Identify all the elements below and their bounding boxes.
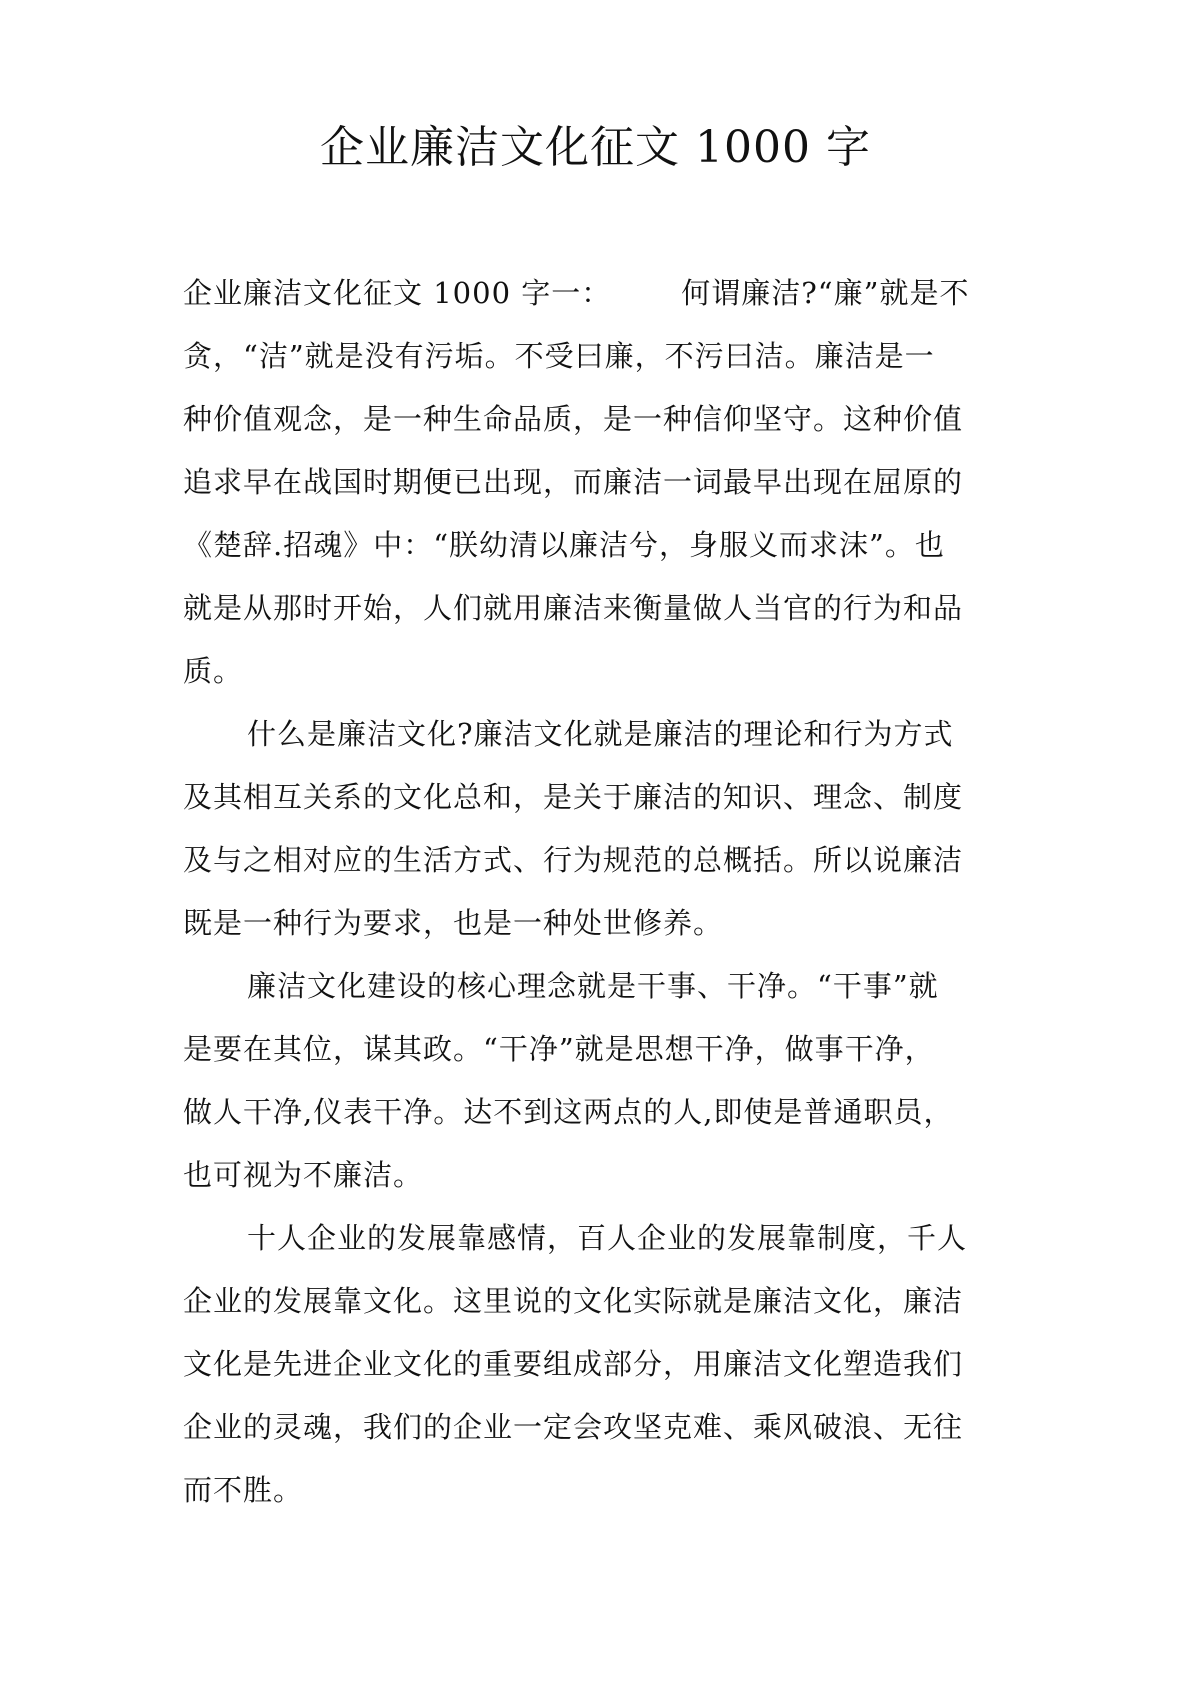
paragraph-line: 也可视为不廉洁。	[183, 1158, 424, 1192]
paragraph-line: 做人干净,仪表干净。达不到这两点的人,即使是普通职员，	[183, 1095, 954, 1129]
paragraph-line: 质。	[183, 654, 244, 688]
paragraph-line: 追求早在战国时期便已出现，而廉洁一词最早出现在屈原的	[183, 465, 964, 499]
paragraph-line: 《楚辞.招魂》中：“朕幼清以廉洁兮，身服义而求沫”。也	[183, 528, 945, 562]
paragraph-line: 既是一种行为要求，也是一种处世修养。	[183, 906, 724, 940]
paragraph-2	[183, 703, 1023, 955]
paragraph-line: 及与之相对应的生活方式、行为规范的总概括。所以说廉洁	[183, 843, 964, 877]
paragraph-line-text: 何谓廉洁?“廉”就是不	[681, 276, 970, 310]
paragraph-line: 什么是廉洁文化?廉洁文化就是廉洁的理论和行为方式	[247, 717, 954, 751]
paragraph-line: 廉洁文化建设的核心理念就是干事、干净。“干事”就	[247, 969, 939, 1003]
paragraph-4	[183, 1207, 1023, 1522]
paragraph-line: 企业的发展靠文化。这里说的文化实际就是廉洁文化，廉洁	[183, 1284, 964, 1318]
paragraph-line: 文化是先进企业文化的重要组成部分，用廉洁文化塑造我们	[183, 1347, 964, 1381]
document-body	[183, 262, 1023, 1522]
document-title: 企业廉洁文化征文 1000 字	[320, 122, 871, 173]
paragraph-line: 而不胜。	[183, 1473, 304, 1507]
paragraph-line: 就是从那时开始，人们就用廉洁来衡量做人当官的行为和品	[183, 591, 964, 625]
paragraph-line	[183, 262, 1023, 325]
paragraph-line: 贪，“洁”就是没有污垢。不受曰廉，不污曰洁。廉洁是一	[183, 339, 935, 373]
paragraph-line: 是要在其位，谋其政。“干净”就是思想干净，做事干净，	[183, 1032, 935, 1066]
paragraph-line: 种价值观念，是一种生命品质，是一种信仰坚守。这种价值	[183, 402, 964, 436]
paragraph-line: 及其相互关系的文化总和，是关于廉洁的知识、理念、制度	[183, 780, 964, 814]
paragraph-line: 十人企业的发展靠感情，百人企业的发展靠制度，千人	[247, 1221, 968, 1255]
section-heading: 企业廉洁文化征文 1000 字一：	[183, 276, 612, 310]
paragraph-1	[183, 262, 1023, 703]
paragraph-3	[183, 955, 1023, 1207]
paragraph-line: 企业的灵魂，我们的企业一定会攻坚克难、乘风破浪、无往	[183, 1410, 964, 1444]
